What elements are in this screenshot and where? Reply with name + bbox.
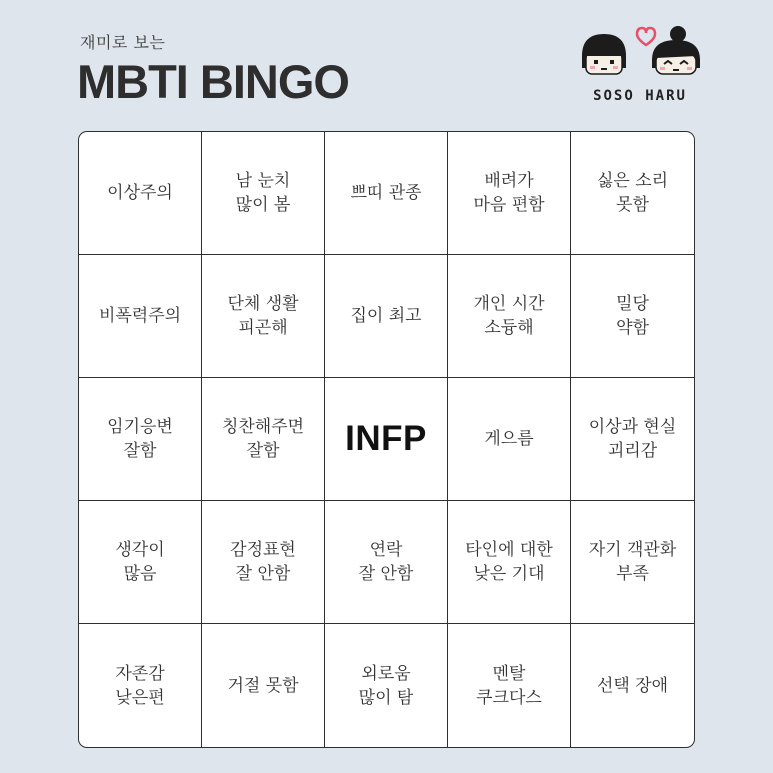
bingo-cell: 싫은 소리 못함 bbox=[571, 132, 694, 255]
page-subtitle: 재미로 보는 bbox=[80, 33, 166, 52]
bingo-cell: 생각이 많음 bbox=[79, 501, 202, 624]
header bbox=[0, 0, 773, 125]
logo-characters bbox=[574, 22, 706, 88]
bingo-cell: 자존감 낮은편 bbox=[79, 624, 202, 747]
bingo-cell: 멘탈 쿠크다스 bbox=[448, 624, 571, 747]
bingo-center-cell: INFP bbox=[325, 378, 448, 501]
bingo-cell: 외로움 많이 탐 bbox=[325, 624, 448, 747]
bingo-cell: 감정표현 잘 안함 bbox=[202, 501, 325, 624]
bingo-cell: 개인 시간 소듕해 bbox=[448, 255, 571, 378]
bingo-cell: 게으름 bbox=[448, 378, 571, 501]
bingo-cell: 이상과 현실 괴리감 bbox=[571, 378, 694, 501]
brand-logo bbox=[574, 22, 706, 114]
page-title: MBTI BINGO bbox=[77, 55, 349, 108]
bingo-cell: 밀당 약함 bbox=[571, 255, 694, 378]
bingo-board bbox=[78, 131, 695, 748]
bingo-cell: 남 눈치 많이 봄 bbox=[202, 132, 325, 255]
bingo-cell: 쁘띠 관종 bbox=[325, 132, 448, 255]
bingo-cell: 연락 잘 안함 bbox=[325, 501, 448, 624]
bingo-cell: 비폭력주의 bbox=[79, 255, 202, 378]
bingo-cell: 단체 생활 피곤해 bbox=[202, 255, 325, 378]
bingo-cell: 타인에 대한 낮은 기대 bbox=[448, 501, 571, 624]
bingo-cell: 칭찬해주면 잘함 bbox=[202, 378, 325, 501]
bingo-cell: 거절 못함 bbox=[202, 624, 325, 747]
girl-with-bangs-icon bbox=[582, 34, 626, 74]
bingo-cell: 집이 최고 bbox=[325, 255, 448, 378]
bingo-cell: 임기응변 잘함 bbox=[79, 378, 202, 501]
heart-icon bbox=[637, 28, 655, 45]
girl-with-bun-icon bbox=[652, 26, 700, 74]
brand-name: SOSO HARU bbox=[593, 88, 687, 104]
bingo-cell: 이상주의 bbox=[79, 132, 202, 255]
bingo-cell: 선택 장애 bbox=[596, 675, 669, 696]
bingo-cell: 배려가 마음 편함 bbox=[448, 132, 571, 255]
bingo-cell: 자기 객관화 부족 bbox=[571, 501, 694, 624]
